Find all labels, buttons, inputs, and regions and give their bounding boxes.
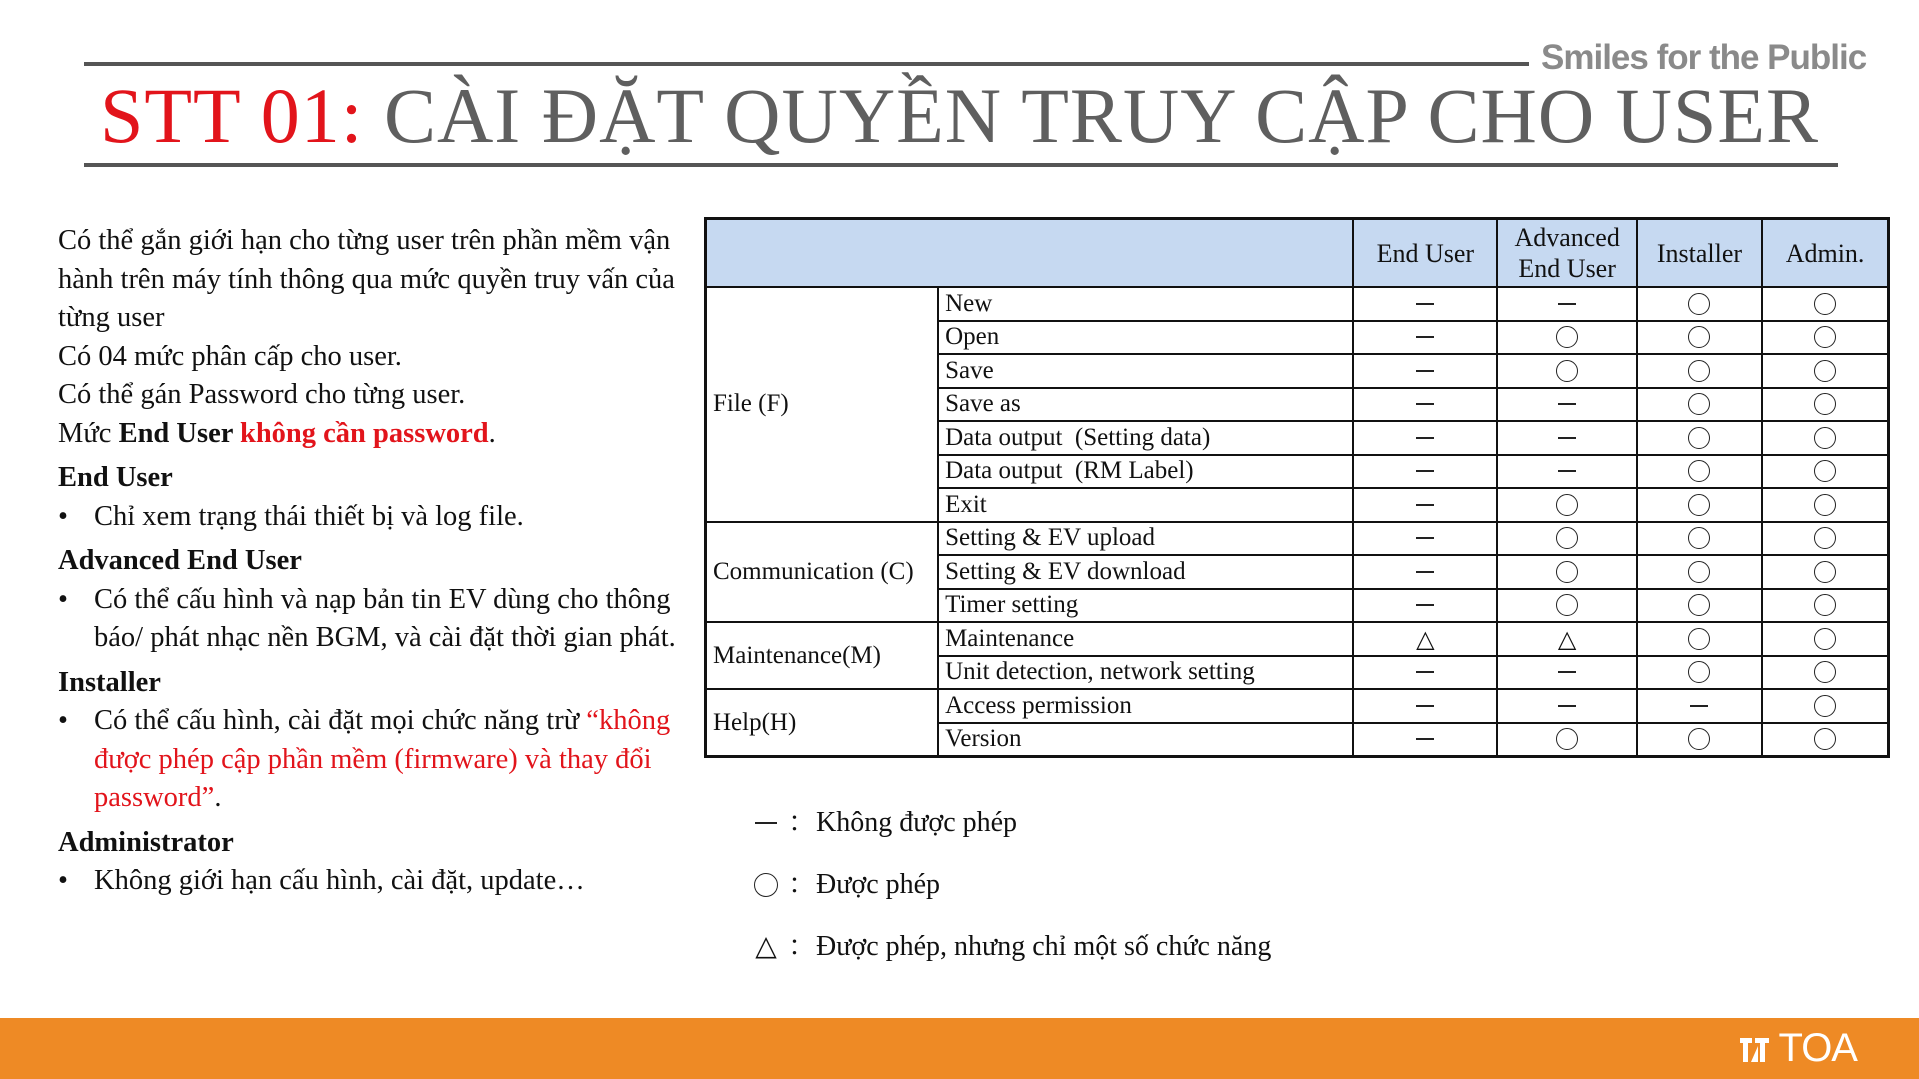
not-allowed-dash-icon [1416, 437, 1434, 439]
function-cell: Unit detection, network setting [938, 656, 1353, 690]
allowed-circle-icon [1814, 527, 1836, 549]
bullet-dot: • [58, 583, 68, 615]
permission-cell [1353, 555, 1497, 589]
intro-line-4-pre: Mức [58, 417, 119, 449]
category-cell: File (F) [706, 287, 939, 522]
permission-cell [1497, 656, 1636, 690]
allowed-circle-icon [1814, 326, 1836, 348]
role-title: Advanced End User [58, 545, 302, 576]
function-cell: Save [938, 354, 1353, 388]
allowed-circle-icon [1688, 661, 1710, 683]
permission-cell [1637, 522, 1762, 556]
role-list [58, 459, 698, 901]
allowed-circle-icon [1688, 293, 1710, 315]
not-allowed-dash-icon [1416, 537, 1434, 539]
function-cell: Open [938, 321, 1353, 355]
function-cell: Timer setting [938, 589, 1353, 623]
intro-line-4-red: không cần password [232, 417, 489, 449]
table-row [706, 287, 1889, 321]
table-row [706, 689, 1889, 723]
permission-cell [1497, 388, 1636, 422]
not-allowed-dash-icon [1416, 738, 1434, 740]
not-allowed-dash-icon [1416, 370, 1434, 372]
allowed-circle-icon [1688, 561, 1710, 583]
not-allowed-dash-icon [1558, 437, 1576, 439]
role-description [58, 862, 698, 901]
intro-line-2: Có 04 mức phân cấp cho user. [58, 340, 402, 372]
permission-cell [1497, 455, 1636, 489]
role-title: Administrator [58, 826, 234, 858]
function-cell: New [938, 287, 1353, 321]
permission-cell [1637, 723, 1762, 757]
not-allowed-dash-icon [1416, 705, 1434, 707]
bullet-dot: • [58, 705, 68, 736]
permission-cell [1353, 589, 1497, 623]
permission-cell [1762, 622, 1888, 656]
intro-line-3: Có thể gán Password cho từng user. [58, 379, 466, 410]
intro-line-1: Có thể gắn giới hạn cho từng user trên phần mềm vận hành trên máy tính thông qua mức quyền truy vấn của từng user [58, 225, 675, 333]
permission-cell [1353, 689, 1497, 723]
role-description [58, 581, 698, 658]
function-cell: Data output (Setting data) [938, 421, 1353, 455]
permission-cell [1637, 421, 1762, 455]
legend-triangle-icon: △ [755, 929, 777, 962]
permission-cell [1637, 321, 1762, 355]
permission-cell [1762, 287, 1888, 321]
description-panel [58, 222, 698, 901]
table-header-row [706, 219, 1889, 288]
permission-cell [1353, 622, 1497, 656]
not-allowed-dash-icon [1416, 671, 1434, 673]
permission-cell [1637, 555, 1762, 589]
legend-item [752, 800, 1017, 840]
permission-cell [1637, 589, 1762, 623]
function-cell: Data output (RM Label) [938, 455, 1353, 489]
allowed-circle-icon [1688, 326, 1710, 348]
permission-cell [1762, 555, 1888, 589]
allowed-circle-icon [1688, 527, 1710, 549]
function-cell: Maintenance [938, 622, 1353, 656]
legend-text: ：Không được phép [788, 807, 1018, 838]
intro-line-4-bold: End User [118, 417, 233, 449]
page-title [100, 70, 1819, 162]
legend-item [752, 924, 1271, 964]
allowed-circle-icon [1556, 728, 1578, 750]
toa-logo [1738, 1026, 1857, 1071]
allowed-circle-icon [1814, 494, 1836, 516]
not-allowed-dash-icon [1416, 303, 1434, 305]
permission-cell [1762, 455, 1888, 489]
column-header: Admin. [1762, 219, 1888, 288]
permission-cell [1762, 589, 1888, 623]
intro-line-4-post: . [488, 417, 496, 449]
permission-cell [1497, 354, 1636, 388]
permission-cell [1497, 488, 1636, 522]
header-top-rule [84, 62, 1529, 66]
allowed-circle-icon [1814, 293, 1836, 315]
not-allowed-dash-icon [1558, 705, 1576, 707]
permission-cell [1637, 488, 1762, 522]
allowed-circle-icon [1556, 527, 1578, 549]
title-prefix: STT 01: [100, 72, 364, 159]
not-allowed-dash-icon [1416, 604, 1434, 606]
brand-tagline: Smiles for the Public [1541, 38, 1867, 77]
role-desc-post: . [214, 782, 222, 813]
header-bottom-rule [84, 163, 1838, 167]
bullet-dot: • [58, 865, 68, 896]
legend-text: ：Được phép [788, 869, 941, 900]
legend-item [752, 862, 940, 902]
role-desc-red: “không được phép cập phần mềm (firmware) và thay đổi password” [94, 705, 671, 813]
permission-cell [1353, 723, 1497, 757]
role-description [58, 498, 698, 537]
permission-cell [1497, 421, 1636, 455]
allowed-circle-icon [1814, 460, 1836, 482]
role-title: Installer [58, 666, 161, 698]
allowed-circle-icon [1814, 393, 1836, 415]
permission-cell [1637, 388, 1762, 422]
permission-cell [1762, 689, 1888, 723]
table-header-corner [706, 219, 1354, 288]
title-main: CÀI ĐẶT QUYỀN TRUY CẬP CHO USER [363, 72, 1820, 159]
permission-cell [1762, 354, 1888, 388]
permission-cell [1762, 321, 1888, 355]
not-allowed-dash-icon [1558, 403, 1576, 405]
legend-circle-icon [752, 867, 780, 900]
not-allowed-dash-icon [1416, 336, 1434, 338]
permission-cell [1497, 589, 1636, 623]
not-allowed-dash-icon [1416, 403, 1434, 405]
function-cell: Access permission [938, 689, 1353, 723]
permission-cell [1353, 656, 1497, 690]
permission-cell [1497, 321, 1636, 355]
permission-cell [1762, 388, 1888, 422]
function-cell: Exit [938, 488, 1353, 522]
allowed-circle-icon [1556, 326, 1578, 348]
allowed-circle-icon [1814, 360, 1836, 382]
permission-cell [1637, 354, 1762, 388]
table-row [706, 522, 1889, 556]
not-allowed-dash-icon [1558, 470, 1576, 472]
allowed-circle-icon [1814, 594, 1836, 616]
not-allowed-dash-icon [1416, 504, 1434, 506]
allowed-circle-icon [1688, 360, 1710, 382]
permission-cell [1353, 287, 1497, 321]
permission-cell [1637, 656, 1762, 690]
category-cell: Maintenance(M) [706, 622, 939, 689]
permission-cell [1637, 622, 1762, 656]
permission-cell [1497, 723, 1636, 757]
column-header: End User [1353, 219, 1497, 288]
toa-logo-text: TOA [1778, 1026, 1857, 1070]
permission-cell [1353, 388, 1497, 422]
permission-cell [1637, 455, 1762, 489]
toa-logo-icon [1738, 1034, 1772, 1064]
allowed-circle-icon [1688, 460, 1710, 482]
permission-cell [1762, 488, 1888, 522]
allowed-circle-icon [1556, 594, 1578, 616]
allowed-circle-icon [1688, 427, 1710, 449]
not-allowed-dash-icon [1690, 705, 1708, 707]
not-allowed-dash-icon [1558, 671, 1576, 673]
permission-cell [1762, 522, 1888, 556]
role-desc-text: Không giới hạn cấu hình, cài đặt, update… [94, 865, 585, 896]
allowed-circle-icon [1688, 494, 1710, 516]
bullet-dot: • [58, 500, 68, 532]
category-cell: Communication (C) [706, 522, 939, 623]
permission-cell [1497, 287, 1636, 321]
permission-cell [1637, 689, 1762, 723]
intro-line-4 [58, 415, 698, 454]
permission-cell [1762, 656, 1888, 690]
permission-cell [1497, 689, 1636, 723]
table-row [706, 622, 1889, 656]
category-cell: Help(H) [706, 689, 939, 757]
table-body [706, 287, 1889, 757]
partial-triangle-icon: △ [1416, 624, 1435, 653]
footer-bar [0, 1018, 1919, 1079]
column-header: Installer [1637, 219, 1762, 288]
permission-cell [1637, 287, 1762, 321]
allowed-circle-icon [1688, 393, 1710, 415]
permission-cell [1353, 488, 1497, 522]
allowed-circle-icon [1688, 628, 1710, 650]
permission-cell [1497, 522, 1636, 556]
legend-dash-icon [752, 805, 780, 838]
allowed-circle-icon [1814, 561, 1836, 583]
column-header: Advanced End User [1497, 219, 1636, 288]
function-cell: Setting & EV upload [938, 522, 1353, 556]
not-allowed-dash-icon [1416, 571, 1434, 573]
permission-cell [1353, 354, 1497, 388]
allowed-circle-icon [1814, 628, 1836, 650]
function-cell: Save as [938, 388, 1353, 422]
allowed-circle-icon [1556, 494, 1578, 516]
permission-cell [1762, 723, 1888, 757]
permission-cell [1353, 421, 1497, 455]
partial-triangle-icon: △ [1557, 624, 1577, 653]
allowed-circle-icon [1814, 427, 1836, 449]
allowed-circle-icon [1556, 561, 1578, 583]
legend-text: ：Được phép, nhưng chỉ một số chức năng [788, 931, 1272, 962]
allowed-circle-icon [1814, 728, 1836, 750]
role-desc-text: Chỉ xem trạng thái thiết bị và log file. [94, 500, 524, 532]
permission-cell [1353, 455, 1497, 489]
permission-cell [1353, 321, 1497, 355]
permission-cell [1762, 421, 1888, 455]
allowed-circle-icon [1814, 695, 1836, 717]
role-title: End User [58, 462, 173, 493]
role-description [58, 702, 698, 818]
allowed-circle-icon [1556, 360, 1578, 382]
role-desc-text: Có thể cấu hình, cài đặt mọi chức năng trừ [94, 705, 587, 736]
function-cell: Setting & EV download [938, 555, 1353, 589]
role-desc-text: Có thể cấu hình và nạp bản tin EV dùng cho thông báo/ phát nhạc nền BGM, và cài đặt thời gian phát. [94, 583, 676, 653]
not-allowed-dash-icon [1558, 303, 1576, 305]
allowed-circle-icon [1688, 728, 1710, 750]
allowed-circle-icon [1814, 661, 1836, 683]
permission-cell [1497, 622, 1636, 656]
function-cell: Version [938, 723, 1353, 757]
not-allowed-dash-icon [1416, 470, 1434, 472]
permission-table [704, 217, 1890, 758]
allowed-circle-icon [1688, 594, 1710, 616]
permission-cell [1353, 522, 1497, 556]
permission-cell [1497, 555, 1636, 589]
